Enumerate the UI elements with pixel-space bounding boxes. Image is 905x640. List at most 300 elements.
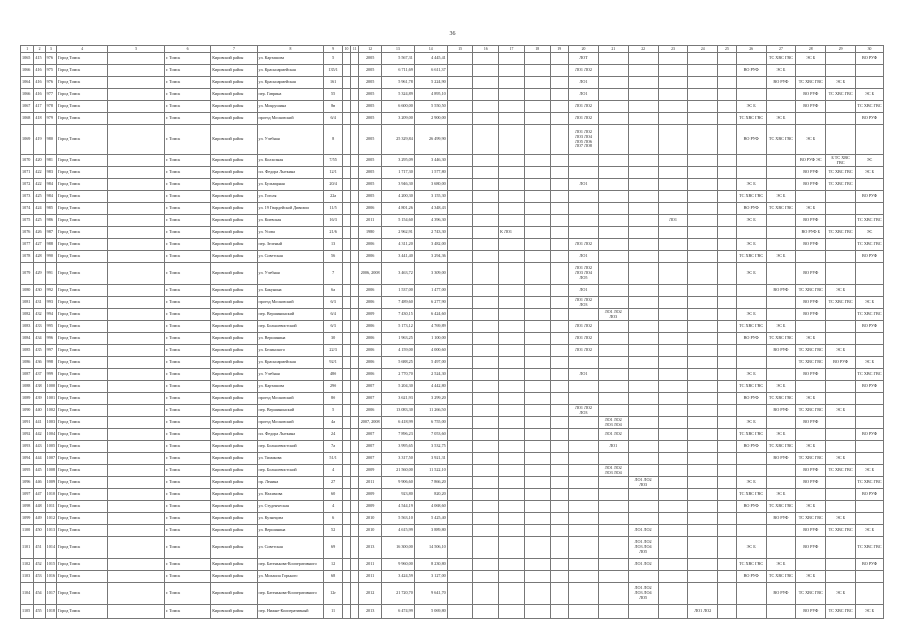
table-cell — [447, 429, 473, 441]
table-cell — [718, 297, 737, 309]
table-cell: ЭС Б — [826, 285, 856, 297]
table-cell — [447, 89, 473, 101]
table-cell: Город Томск — [56, 101, 107, 113]
table-cell: 6/3 — [324, 321, 343, 333]
table-cell — [351, 179, 359, 191]
table-cell: Город Томск — [56, 429, 107, 441]
table-cell: 1064 — [21, 77, 34, 89]
table-cell: г. Томск — [164, 537, 210, 559]
table-cell — [351, 605, 359, 619]
table-cell — [628, 227, 658, 239]
table-cell — [524, 441, 550, 453]
table-cell — [658, 441, 688, 453]
table-cell: 1007 — [45, 453, 56, 465]
table-cell: ТС ХВС ГВС — [796, 453, 826, 465]
table-cell — [524, 369, 550, 381]
table-cell — [766, 263, 796, 285]
table-cell — [688, 191, 718, 203]
column-number: 5 — [108, 46, 165, 53]
table-cell — [658, 65, 688, 77]
table-cell — [688, 285, 718, 297]
table-cell — [108, 203, 165, 215]
table-cell: г. Томск — [164, 125, 210, 155]
table-cell: 7/55 — [324, 155, 343, 167]
table-cell — [628, 357, 658, 369]
table-cell — [628, 89, 658, 101]
table-cell — [351, 583, 359, 605]
table-cell: ВО РУФ — [796, 239, 826, 251]
table-cell — [351, 405, 359, 417]
table-cell: Город Томск — [56, 537, 107, 559]
table-cell: 1003 — [45, 417, 56, 429]
table-cell: ТС ХВС ГВС — [856, 537, 884, 559]
table-cell — [550, 89, 569, 101]
table-cell: 3 317,50 — [381, 453, 414, 465]
table-cell: 451 — [34, 537, 45, 559]
table-cell: ТС ХВС ГВС — [826, 179, 856, 191]
table-cell: 424 — [34, 203, 45, 215]
table-cell: ТС ХВС ГВС — [796, 357, 826, 369]
table-cell: 3 309,00 — [414, 263, 447, 285]
table-cell — [108, 101, 165, 113]
table-row — [21, 465, 884, 477]
table-cell: 1090 — [21, 405, 34, 417]
table-cell — [628, 285, 658, 297]
table-cell: Кировский район — [211, 125, 257, 155]
table-cell — [108, 65, 165, 77]
table-cell: ЛО1 ЛО2 ЛО3 — [569, 405, 599, 417]
table-cell — [856, 65, 884, 77]
table-cell: 21 720,70 — [381, 583, 414, 605]
table-cell — [351, 53, 359, 65]
table-cell: Кировский район — [211, 525, 257, 537]
table-cell: 988 — [45, 239, 56, 251]
table-cell: пер. Батенькова-Кооперативного — [257, 583, 324, 605]
table-cell — [736, 53, 766, 65]
table-cell — [856, 263, 884, 285]
table-cell — [499, 571, 525, 583]
table-cell — [342, 263, 350, 285]
table-cell: 4 769,89 — [414, 321, 447, 333]
table-cell: ЛО1 ЛО2 — [569, 345, 599, 357]
table-cell — [342, 203, 350, 215]
table-row — [21, 571, 884, 583]
table-cell: 1000 — [45, 381, 56, 393]
table-cell: 5 224,90 — [414, 77, 447, 89]
table-cell — [766, 525, 796, 537]
table-cell — [499, 167, 525, 179]
table-cell — [342, 191, 350, 203]
table-cell: ул. Бакунина — [257, 285, 324, 297]
table-cell: ЭС Б — [766, 191, 796, 203]
table-cell: 7 — [324, 263, 343, 285]
table-cell — [108, 321, 165, 333]
table-cell — [598, 369, 628, 381]
table-cell — [351, 101, 359, 113]
table-cell: ВО РУФ — [796, 101, 826, 113]
table-cell: 4 — [324, 501, 343, 513]
table-cell — [499, 369, 525, 381]
table-cell — [688, 583, 718, 605]
table-cell — [351, 571, 359, 583]
table-cell — [342, 405, 350, 417]
table-cell — [473, 309, 499, 321]
table-cell: ЭС Б — [856, 605, 884, 619]
table-cell: Кировский район — [211, 321, 257, 333]
table-cell: 995 — [45, 321, 56, 333]
table-cell: 26 499,90 — [414, 125, 447, 155]
table-cell: ТС ХВС ГВС — [736, 113, 766, 125]
table-cell — [688, 465, 718, 477]
table-cell — [342, 369, 350, 381]
table-row — [21, 285, 884, 297]
table-cell — [688, 101, 718, 113]
table-cell: ЛО1 — [569, 251, 599, 263]
table-cell: Кировский район — [211, 381, 257, 393]
table-cell: 452 — [34, 559, 45, 571]
table-cell: ЛО1 ЛО2 — [569, 65, 599, 77]
table-cell: 1087 — [21, 369, 34, 381]
table-cell — [499, 321, 525, 333]
table-cell — [550, 53, 569, 65]
table-cell — [718, 77, 737, 89]
table-cell: 441 — [34, 417, 45, 429]
table-row — [21, 345, 884, 357]
table-cell — [550, 501, 569, 513]
table-cell: 2 524,30 — [414, 369, 447, 381]
table-cell — [628, 167, 658, 179]
table-cell: Кировский район — [211, 179, 257, 191]
table-cell — [473, 167, 499, 179]
table-cell: ЛО1 ЛО2 ЛО3 — [628, 477, 658, 489]
table-cell — [499, 605, 525, 619]
table-cell — [524, 89, 550, 101]
table-cell — [628, 605, 658, 619]
table-cell: 1010 — [45, 489, 56, 501]
table-cell — [499, 65, 525, 77]
table-row — [21, 559, 884, 571]
table-cell — [718, 559, 737, 571]
table-cell — [499, 465, 525, 477]
table-cell — [658, 53, 688, 65]
table-cell — [569, 583, 599, 605]
table-cell: ТС ХВС ГВС — [796, 513, 826, 525]
table-cell: 2 900,00 — [414, 113, 447, 125]
table-cell: ЭС Б — [766, 65, 796, 77]
table-cell — [351, 215, 359, 227]
table-cell — [342, 345, 350, 357]
table-cell — [826, 571, 856, 583]
table-cell — [342, 357, 350, 369]
table-cell — [108, 537, 165, 559]
table-cell: Город Томск — [56, 501, 107, 513]
table-cell: 1 717,30 — [381, 167, 414, 179]
table-cell — [766, 101, 796, 113]
table-cell — [550, 465, 569, 477]
table-cell: Город Томск — [56, 513, 107, 525]
table-cell — [826, 263, 856, 285]
table-cell — [351, 297, 359, 309]
table-cell — [550, 525, 569, 537]
table-cell — [342, 333, 350, 345]
table-cell — [598, 251, 628, 263]
table-cell — [658, 167, 688, 179]
table-cell: 2006 — [359, 369, 382, 381]
table-cell: г. Томск — [164, 155, 210, 167]
table-cell — [628, 333, 658, 345]
table-cell: 1008 — [45, 465, 56, 477]
table-cell: 2006 — [359, 251, 382, 263]
table-cell — [342, 125, 350, 155]
table-cell — [658, 179, 688, 191]
table-cell: 1017 — [45, 583, 56, 605]
table-cell: 1075 — [21, 215, 34, 227]
table-cell — [499, 113, 525, 125]
table-cell — [473, 65, 499, 77]
table-cell — [342, 167, 350, 179]
table-cell — [351, 489, 359, 501]
table-cell: ТС ХВС ГВС — [766, 53, 796, 65]
table-cell — [826, 559, 856, 571]
table-cell: 425 — [34, 191, 45, 203]
table-cell — [598, 321, 628, 333]
table-cell: ТС ХВС ГВС — [766, 333, 796, 345]
table-cell — [658, 381, 688, 393]
table-cell: 16/3 — [324, 215, 343, 227]
table-cell — [550, 405, 569, 417]
table-row — [21, 321, 884, 333]
table-cell — [688, 357, 718, 369]
table-cell: 1001 — [45, 393, 56, 405]
table-cell — [718, 525, 737, 537]
table-cell — [658, 453, 688, 465]
table-cell — [550, 429, 569, 441]
table-cell — [499, 125, 525, 155]
table-cell: ВО РУФ — [736, 203, 766, 215]
table-cell — [447, 77, 473, 89]
table-cell: 11 522,10 — [414, 465, 447, 477]
table-cell — [658, 263, 688, 285]
table-cell: 3 295,09 — [381, 155, 414, 167]
table-cell — [524, 489, 550, 501]
table-cell — [766, 89, 796, 101]
table-cell: ул. Усова — [257, 227, 324, 239]
table-cell: Б ТС ХВС ГВС — [826, 155, 856, 167]
table-cell — [718, 89, 737, 101]
table-cell — [826, 239, 856, 251]
table-cell — [658, 559, 688, 571]
table-cell — [499, 513, 525, 525]
table-cell: Город Томск — [56, 215, 107, 227]
table-cell — [473, 333, 499, 345]
table-cell: Кировский район — [211, 441, 257, 453]
table-cell: 4а — [324, 417, 343, 429]
table-cell: ЭС Б — [766, 381, 796, 393]
table-cell — [598, 239, 628, 251]
table-cell — [688, 53, 718, 65]
table-cell: 4 348,43 — [414, 203, 447, 215]
table-cell: ЛО1 ЛО2 ЛО3 — [598, 309, 628, 321]
table-cell — [473, 155, 499, 167]
table-cell: Кировский район — [211, 297, 257, 309]
table-cell — [766, 465, 796, 477]
table-cell: ЛО1 — [569, 77, 599, 89]
table-cell: Кировский район — [211, 263, 257, 285]
table-cell — [499, 285, 525, 297]
table-cell — [351, 77, 359, 89]
table-cell: 996 — [45, 333, 56, 345]
table-cell: Город Томск — [56, 65, 107, 77]
table-cell — [524, 465, 550, 477]
table-cell: 2007 — [359, 429, 382, 441]
table-row — [21, 309, 884, 321]
table-cell: 4 895,10 — [414, 89, 447, 101]
table-cell — [550, 333, 569, 345]
table-cell — [342, 285, 350, 297]
table-cell — [598, 113, 628, 125]
table-cell: 986 — [45, 215, 56, 227]
table-cell: Город Томск — [56, 559, 107, 571]
table-cell: 5 — [324, 53, 343, 65]
table-cell: 5 154,60 — [381, 215, 414, 227]
table-cell: Кировский район — [211, 101, 257, 113]
table-cell: ЭС Б — [856, 525, 884, 537]
table-cell: г. Томск — [164, 333, 210, 345]
table-cell: 21 560,00 — [381, 465, 414, 477]
table-cell — [447, 101, 473, 113]
table-cell — [658, 113, 688, 125]
table-cell — [473, 89, 499, 101]
table-cell: 1011 — [45, 501, 56, 513]
table-cell — [342, 537, 350, 559]
table-cell — [550, 77, 569, 89]
table-cell: 5 — [324, 405, 343, 417]
table-cell — [658, 77, 688, 89]
table-cell — [108, 393, 165, 405]
table-cell: 5 069,80 — [414, 605, 447, 619]
table-cell — [447, 285, 473, 297]
table-cell: Город Томск — [56, 357, 107, 369]
table-cell — [796, 429, 826, 441]
table-cell: Кировский район — [211, 571, 257, 583]
table-cell: 420 — [34, 155, 45, 167]
table-cell: 6/4 — [324, 309, 343, 321]
table-cell — [826, 489, 856, 501]
table-cell — [658, 89, 688, 101]
table-cell — [447, 477, 473, 489]
table-cell: ВО РУФ — [736, 441, 766, 453]
table-cell — [796, 113, 826, 125]
table-cell — [718, 453, 737, 465]
table-cell — [628, 321, 658, 333]
table-cell: 978 — [45, 101, 56, 113]
table-cell: 25 329,84 — [381, 125, 414, 155]
table-cell — [550, 203, 569, 215]
table-cell: ЭС — [856, 227, 884, 239]
table-cell: 1100 — [21, 525, 34, 537]
table-cell — [718, 203, 737, 215]
table-cell — [658, 405, 688, 417]
table-cell: ЛО1 ЛО2 ЛО3 ЛО4 — [598, 465, 628, 477]
table-cell — [524, 477, 550, 489]
table-cell: ЭС Б — [826, 453, 856, 465]
table-cell: ЭС Б — [736, 369, 766, 381]
table-cell — [718, 605, 737, 619]
table-cell — [108, 263, 165, 285]
table-cell — [447, 297, 473, 309]
table-cell — [550, 155, 569, 167]
table-cell — [658, 525, 688, 537]
table-cell: Город Томск — [56, 227, 107, 239]
table-cell — [628, 297, 658, 309]
table-cell: 5 961,78 — [381, 77, 414, 89]
table-cell: Кировский район — [211, 357, 257, 369]
table-row — [21, 441, 884, 453]
table-cell: г. Томск — [164, 167, 210, 179]
table-cell — [688, 477, 718, 489]
table-row — [21, 203, 884, 215]
table-cell — [796, 489, 826, 501]
table-cell: ЛО1 ЛО2 — [569, 321, 599, 333]
table-cell: г. Томск — [164, 101, 210, 113]
column-number: 18 — [524, 46, 550, 53]
table-cell: Город Томск — [56, 203, 107, 215]
table-cell — [342, 101, 350, 113]
table-row — [21, 227, 884, 239]
table-cell — [856, 77, 884, 89]
column-number: 9 — [324, 46, 343, 53]
table-row — [21, 89, 884, 101]
column-number: 21 — [598, 46, 628, 53]
table-cell — [108, 191, 165, 203]
table-cell — [598, 227, 628, 239]
table-cell — [796, 381, 826, 393]
table-cell — [550, 537, 569, 559]
table-cell: 997 — [45, 345, 56, 357]
table-cell — [688, 369, 718, 381]
table-cell: ЭС Б — [766, 321, 796, 333]
table-cell — [826, 191, 856, 203]
table-cell — [499, 453, 525, 465]
table-cell: Город Томск — [56, 345, 107, 357]
column-number: 8 — [257, 46, 324, 53]
table-cell: Кировский район — [211, 65, 257, 77]
table-cell: ТС ХВС ГВС — [796, 583, 826, 605]
table-cell — [688, 417, 718, 429]
table-cell: 453 — [34, 571, 45, 583]
table-cell: 428 — [34, 251, 45, 263]
table-cell — [569, 525, 599, 537]
table-cell: ул. Белинского — [257, 345, 324, 357]
table-cell — [473, 179, 499, 191]
table-cell — [688, 251, 718, 263]
table-cell — [736, 227, 766, 239]
table-cell: Кировский район — [211, 227, 257, 239]
table-cell — [447, 263, 473, 285]
table-cell — [688, 179, 718, 191]
table-cell — [718, 65, 737, 77]
table-cell — [499, 381, 525, 393]
table-cell — [108, 605, 165, 619]
table-cell — [766, 155, 796, 167]
table-cell: ЭС Б — [796, 125, 826, 155]
table-cell — [342, 321, 350, 333]
column-number: 3 — [45, 46, 56, 53]
table-cell — [108, 501, 165, 513]
table-cell: ул. Кузнецова — [257, 513, 324, 525]
table-cell — [473, 113, 499, 125]
table-cell — [658, 297, 688, 309]
